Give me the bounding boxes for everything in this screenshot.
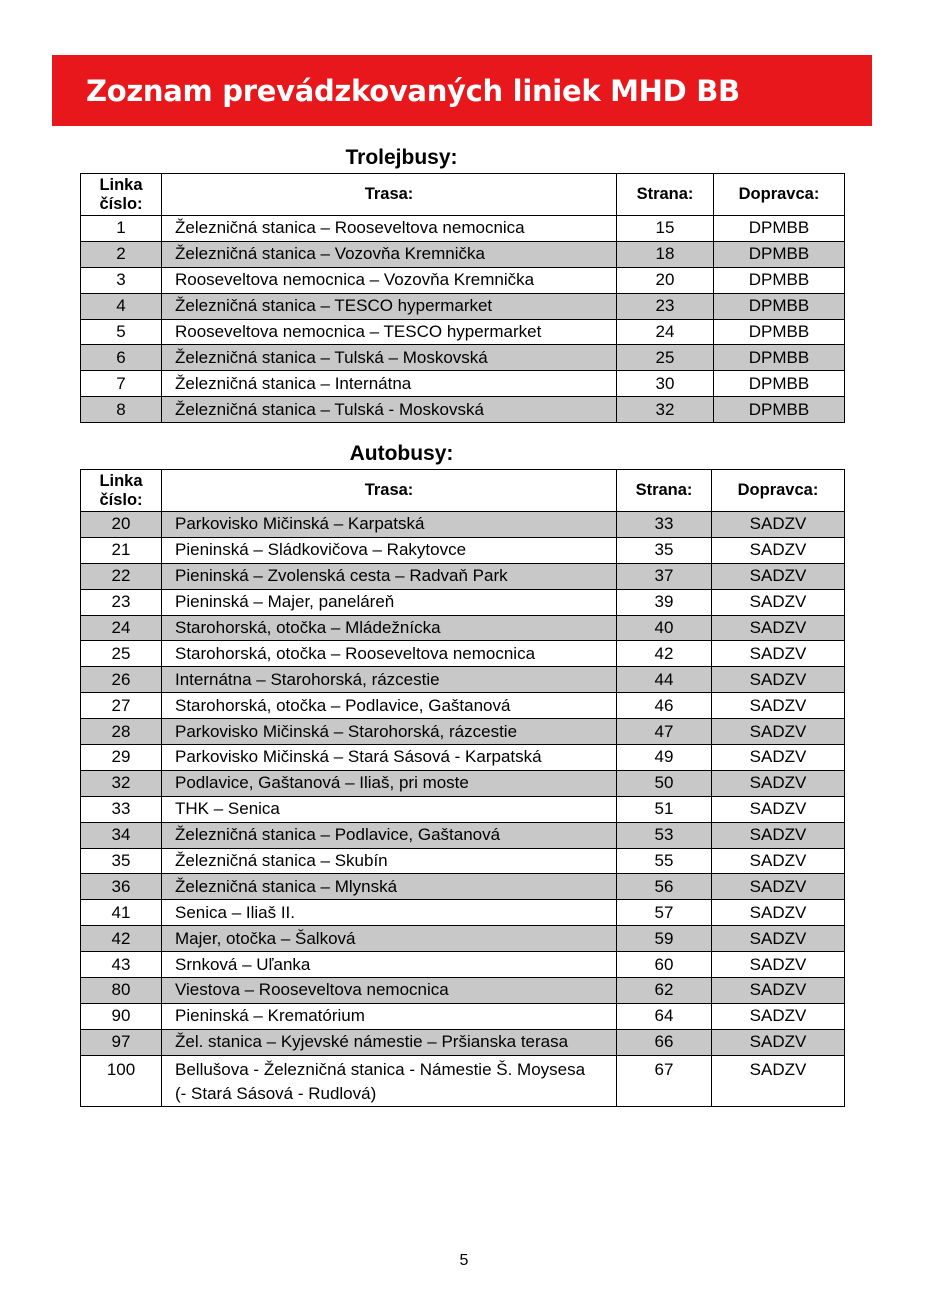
line-number-text: 80	[111, 980, 131, 1000]
page-text: 25	[655, 347, 675, 367]
page-cell	[617, 978, 712, 1004]
route-text: Viestova – Rooseveltova nemocnica	[175, 980, 449, 1000]
table-row	[81, 345, 845, 371]
carrier-text: DPMBB	[748, 373, 810, 393]
carrier-cell	[712, 952, 845, 978]
line-number-text: 43	[111, 954, 131, 974]
table-row	[81, 241, 845, 267]
table-row	[81, 563, 845, 589]
carrier-text: DPMBB	[748, 296, 810, 316]
carrier-text: SADZV	[749, 980, 807, 1000]
page-text: 35	[654, 540, 674, 560]
route-cell	[162, 537, 617, 563]
carrier-cell	[712, 667, 845, 693]
carrier-text: SADZV	[749, 747, 807, 767]
page-cell	[617, 693, 712, 719]
route-cell	[162, 978, 617, 1004]
page-cell	[617, 537, 712, 563]
page-cell	[617, 796, 712, 822]
carrier-cell	[714, 345, 845, 371]
line-number-cell	[81, 822, 162, 848]
table-header-row	[81, 470, 845, 512]
line-number-text: 27	[111, 695, 131, 715]
page-text: 60	[654, 954, 674, 974]
carrier-text: SADZV	[749, 1032, 807, 1052]
carrier-cell	[714, 216, 845, 242]
carrier-text: DPMBB	[748, 218, 810, 238]
line-number-text: 29	[111, 747, 131, 767]
table-row	[81, 900, 845, 926]
carrier-cell	[712, 719, 845, 745]
carrier-text: SADZV	[749, 851, 807, 871]
route-text: Parkovisko Mičinská – Starohorská, rázcestie	[175, 721, 518, 741]
line-number-cell	[81, 293, 162, 319]
line-number-cell	[81, 874, 162, 900]
table-row	[81, 796, 845, 822]
page-text: 40	[654, 618, 674, 637]
page-cell	[617, 1003, 712, 1029]
route-cell	[162, 216, 617, 242]
header-line-top: Linka	[99, 471, 143, 490]
carrier-text: SADZV	[749, 540, 807, 560]
table-row	[81, 874, 845, 900]
route-text: Starohorská, otočka – Rooseveltova nemocnica	[175, 643, 536, 663]
page-cell	[617, 1029, 712, 1055]
page-cell	[617, 745, 712, 771]
page-cell	[617, 293, 714, 319]
table-row	[81, 371, 845, 397]
page-text: 51	[654, 799, 674, 819]
table-row	[81, 1029, 845, 1055]
line-number-text: 26	[111, 669, 131, 689]
bus-table	[80, 469, 845, 1107]
table-row	[81, 848, 845, 874]
carrier-text: DPMBB	[748, 347, 810, 367]
line-number-text: 4	[116, 296, 126, 316]
table-row	[81, 293, 845, 319]
table-row	[81, 267, 845, 293]
page-cell	[617, 371, 714, 397]
page-text: 57	[654, 902, 674, 922]
carrier-text: SADZV	[749, 902, 807, 922]
header-line-top: Linka	[99, 175, 143, 194]
table-row	[81, 1003, 845, 1029]
page-text: 37	[654, 566, 674, 586]
route-text: Internátna – Starohorská, rázcestie	[175, 669, 440, 689]
line-number-text: 90	[111, 1006, 131, 1026]
route-cell	[162, 667, 617, 693]
page-cell	[617, 848, 712, 874]
title-banner	[52, 55, 872, 126]
page-cell	[617, 1055, 712, 1106]
line-number-text: 23	[111, 592, 131, 612]
route-text: Železničná stanica – Mlynská	[175, 876, 398, 896]
header-route: Trasa:	[162, 470, 617, 512]
carrier-text: SADZV	[749, 514, 807, 534]
page-text: 56	[654, 876, 674, 896]
line-number-cell	[81, 1029, 162, 1055]
route-text: THK – Senica	[175, 799, 280, 819]
line-number-text: 5	[116, 322, 126, 341]
carrier-cell	[712, 512, 845, 538]
line-number-cell	[81, 589, 162, 615]
line-number-text: 7	[116, 373, 126, 393]
carrier-cell	[714, 371, 845, 397]
table-row	[81, 822, 845, 848]
carrier-text: SADZV	[749, 721, 807, 741]
line-number-cell	[81, 397, 162, 423]
line-number-cell	[81, 537, 162, 563]
route-text: Pieninská – Zvolenská cesta – Radvaň Park	[175, 566, 508, 586]
route-text: Železničná stanica – Internátna	[175, 373, 412, 393]
line-number-cell	[81, 926, 162, 952]
carrier-text: DPMBB	[748, 399, 810, 419]
line-number-text: 36	[111, 876, 131, 896]
page-cell	[617, 667, 712, 693]
route-text: Parkovisko Mičinská – Karpatská	[175, 514, 425, 534]
carrier-cell	[712, 589, 845, 615]
page-text: 59	[654, 928, 674, 948]
route-text: Rooseveltova nemocnica – Vozovňa Kremnička	[175, 270, 535, 290]
route-cell	[162, 926, 617, 952]
carrier-cell	[712, 822, 845, 848]
carrier-cell	[714, 241, 845, 267]
route-text: Srnková – Uľanka	[175, 954, 311, 974]
header-carrier: Dopravca:	[712, 470, 845, 512]
carrier-text: SADZV	[749, 954, 807, 974]
carrier-text: DPMBB	[748, 270, 810, 290]
line-number-cell	[81, 615, 162, 641]
line-number-cell	[81, 641, 162, 667]
route-cell	[162, 641, 617, 667]
route-cell	[162, 693, 617, 719]
page-text: 39	[654, 592, 674, 612]
line-number-text: 35	[111, 851, 131, 871]
route-cell	[162, 719, 617, 745]
page-cell	[617, 512, 712, 538]
carrier-text: DPMBB	[748, 244, 810, 264]
line-number-text: 32	[111, 773, 131, 793]
route-text: Železničná stanica – TESCO hypermarket	[175, 296, 493, 316]
route-text: Bellušova - Železničná stanica - Námestie Š. Moysesa	[175, 1059, 586, 1079]
route-cell	[162, 770, 617, 796]
page-text: 30	[655, 373, 675, 393]
page-text: 62	[654, 980, 674, 1000]
page-cell	[617, 216, 714, 242]
carrier-cell	[712, 926, 845, 952]
route-cell	[162, 848, 617, 874]
header-carrier: Dopravca:	[714, 174, 845, 216]
route-text: Žel. stanica – Kyjevské námestie – Pršianska terasa	[175, 1032, 569, 1052]
table-row	[81, 641, 845, 667]
trolleybus-table	[80, 173, 845, 423]
line-number-text: 97	[111, 1032, 131, 1052]
route-cell	[162, 512, 617, 538]
carrier-cell	[712, 1003, 845, 1029]
page-text: 44	[654, 669, 674, 689]
route-cell	[162, 796, 617, 822]
route-text-continued: (- Stará Sásová - Rudlová)	[175, 1083, 377, 1103]
route-cell	[162, 293, 617, 319]
route-cell	[162, 952, 617, 978]
route-text: Pieninská – Krematórium	[175, 1006, 365, 1026]
line-number-text: 6	[116, 347, 126, 367]
table-row	[81, 319, 845, 345]
line-number-cell	[81, 848, 162, 874]
route-text: Rooseveltova nemocnica – TESCO hypermarket	[175, 322, 542, 341]
route-text: Železničná stanica – Podlavice, Gaštanová	[175, 825, 501, 845]
line-number-text: 8	[116, 399, 126, 419]
page-text: 67	[654, 1059, 674, 1079]
route-text: Železničná stanica – Skubín	[175, 851, 388, 871]
page-cell	[617, 926, 712, 952]
table-row	[81, 770, 845, 796]
carrier-cell	[712, 796, 845, 822]
carrier-cell	[712, 770, 845, 796]
line-number-text: 22	[111, 566, 131, 586]
page-cell	[617, 615, 712, 641]
table-row	[81, 397, 845, 423]
route-cell	[162, 900, 617, 926]
line-number-text: 3	[116, 270, 126, 290]
page-cell	[617, 822, 712, 848]
carrier-text: SADZV	[749, 1006, 807, 1026]
line-number-text: 1	[116, 218, 126, 238]
line-number-cell	[81, 978, 162, 1004]
carrier-cell	[712, 615, 845, 641]
line-number-text: 34	[111, 825, 131, 845]
page-cell	[617, 900, 712, 926]
page-text: 42	[654, 643, 674, 663]
carrier-cell	[714, 293, 845, 319]
carrier-cell	[712, 874, 845, 900]
page-text: 18	[655, 244, 675, 264]
line-number-cell	[81, 345, 162, 371]
page-text: 47	[654, 721, 674, 741]
line-number-cell	[81, 512, 162, 538]
page-cell	[617, 241, 714, 267]
line-number-cell	[81, 216, 162, 242]
carrier-cell	[712, 745, 845, 771]
page-text: 46	[654, 695, 674, 715]
page-text: 20	[655, 270, 675, 290]
carrier-text: SADZV	[749, 618, 807, 637]
carrier-text: SADZV	[749, 592, 807, 612]
carrier-cell	[714, 267, 845, 293]
route-text: Senica – Iliaš II.	[175, 902, 296, 922]
page-text: 32	[655, 399, 675, 419]
route-cell	[162, 267, 617, 293]
header-route: Trasa:	[162, 174, 617, 216]
route-cell	[162, 1003, 617, 1029]
line-number-text: 24	[111, 618, 131, 637]
carrier-cell	[712, 848, 845, 874]
page-text: 66	[654, 1032, 674, 1052]
line-number-text: 21	[111, 540, 131, 560]
line-number-text: 33	[111, 799, 131, 819]
header-line-bottom: číslo:	[99, 490, 143, 509]
header-page: Strana:	[617, 470, 712, 512]
carrier-text: SADZV	[749, 876, 807, 896]
line-number-text: 2	[116, 244, 126, 264]
route-cell	[162, 874, 617, 900]
route-text: Železničná stanica – Tulská - Moskovská	[175, 399, 484, 419]
line-number-text: 20	[111, 514, 131, 534]
line-number-cell	[81, 667, 162, 693]
table-row	[81, 1055, 845, 1106]
page-cell	[617, 874, 712, 900]
table-row	[81, 216, 845, 242]
line-number-text: 41	[111, 902, 131, 922]
page-cell	[617, 952, 712, 978]
line-number-cell	[81, 770, 162, 796]
page-cell	[617, 397, 714, 423]
carrier-cell	[712, 693, 845, 719]
page-number: 5	[459, 1252, 469, 1269]
page-cell	[617, 641, 712, 667]
line-number-cell	[81, 693, 162, 719]
page-cell	[617, 267, 714, 293]
carrier-text: SADZV	[749, 695, 807, 715]
carrier-cell	[712, 1055, 845, 1106]
table-row	[81, 589, 845, 615]
page-text: 64	[654, 1006, 674, 1026]
carrier-cell	[714, 397, 845, 423]
route-cell	[162, 241, 617, 267]
page-text: 23	[655, 296, 675, 316]
line-number-cell	[81, 267, 162, 293]
page-cell	[617, 770, 712, 796]
table-row	[81, 978, 845, 1004]
table-header-row	[81, 174, 845, 216]
carrier-text: SADZV	[749, 799, 807, 819]
route-cell	[162, 371, 617, 397]
page-cell	[617, 563, 712, 589]
carrier-text: SADZV	[749, 1059, 807, 1079]
route-cell	[162, 589, 617, 615]
carrier-text: SADZV	[749, 825, 807, 845]
trolleybus-heading: Trolejbusy:	[345, 146, 458, 169]
route-text: Železničná stanica – Tulská – Moskovská	[175, 347, 488, 367]
carrier-text: SADZV	[749, 566, 807, 586]
route-text: Majer, otočka – Šalková	[175, 928, 356, 948]
carrier-cell	[712, 1029, 845, 1055]
carrier-text: DPMBB	[748, 322, 810, 341]
line-number-cell	[81, 371, 162, 397]
route-text: Železničná stanica – Vozovňa Kremnička	[175, 244, 485, 264]
table-row	[81, 926, 845, 952]
route-text: Podlavice, Gaštanová – Iliaš, pri moste	[175, 773, 469, 793]
route-text: Starohorská, otočka – Mládežnícka	[175, 618, 441, 637]
route-cell	[162, 345, 617, 371]
page-text: 33	[654, 514, 674, 534]
document-title: Zoznam prevádzkovaných liniek MHD BB	[86, 73, 740, 108]
line-number-cell	[81, 719, 162, 745]
line-number-text: 100	[106, 1059, 136, 1079]
line-number-text: 42	[111, 928, 131, 948]
page-cell	[617, 589, 712, 615]
route-text: Pieninská – Sládkovičova – Rakytovce	[175, 540, 467, 560]
table-row	[81, 952, 845, 978]
carrier-text: SADZV	[749, 669, 807, 689]
route-cell	[162, 745, 617, 771]
header-page: Strana:	[617, 174, 714, 216]
page-text: 15	[655, 218, 675, 238]
header-line-bottom: číslo:	[99, 194, 143, 213]
table-row	[81, 719, 845, 745]
header-line-number	[81, 470, 162, 512]
line-number-cell	[81, 241, 162, 267]
carrier-text: SADZV	[749, 643, 807, 663]
page-text: 24	[655, 322, 675, 341]
table-row	[81, 537, 845, 563]
bus-heading: Autobusy:	[349, 442, 454, 465]
line-number-cell	[81, 745, 162, 771]
page-cell	[617, 719, 712, 745]
route-text: Pieninská – Majer, paneláreň	[175, 592, 395, 612]
route-cell	[162, 563, 617, 589]
carrier-text: SADZV	[749, 773, 807, 793]
page-cell	[617, 319, 714, 345]
route-cell	[162, 319, 617, 345]
table-row	[81, 667, 845, 693]
route-text: Železničná stanica – Rooseveltova nemocnica	[175, 218, 525, 238]
route-cell	[162, 615, 617, 641]
table-row	[81, 745, 845, 771]
carrier-cell	[712, 900, 845, 926]
line-number-cell	[81, 1003, 162, 1029]
line-number-cell	[81, 1055, 162, 1106]
page-text: 50	[654, 773, 674, 793]
route-cell	[162, 1029, 617, 1055]
carrier-text: SADZV	[749, 928, 807, 948]
carrier-cell	[712, 641, 845, 667]
line-number-cell	[81, 796, 162, 822]
header-line-number	[81, 174, 162, 216]
carrier-cell	[712, 978, 845, 1004]
line-number-cell	[81, 952, 162, 978]
table-row	[81, 615, 845, 641]
carrier-cell	[712, 563, 845, 589]
route-text: Starohorská, otočka – Podlavice, Gaštanová	[175, 695, 511, 715]
carrier-cell	[714, 319, 845, 345]
route-cell	[162, 397, 617, 423]
page-text: 55	[654, 851, 674, 871]
line-number-cell	[81, 319, 162, 345]
route-cell	[162, 1055, 617, 1106]
carrier-cell	[712, 537, 845, 563]
line-number-text: 28	[111, 721, 131, 741]
line-number-cell	[81, 563, 162, 589]
page-cell	[617, 345, 714, 371]
table-row	[81, 512, 845, 538]
page-text: 49	[654, 747, 674, 767]
line-number-text: 25	[111, 643, 131, 663]
table-row	[81, 693, 845, 719]
route-cell	[162, 822, 617, 848]
line-number-cell	[81, 900, 162, 926]
page-text: 53	[654, 825, 674, 845]
route-text: Parkovisko Mičinská – Stará Sásová - Karpatská	[175, 747, 542, 767]
